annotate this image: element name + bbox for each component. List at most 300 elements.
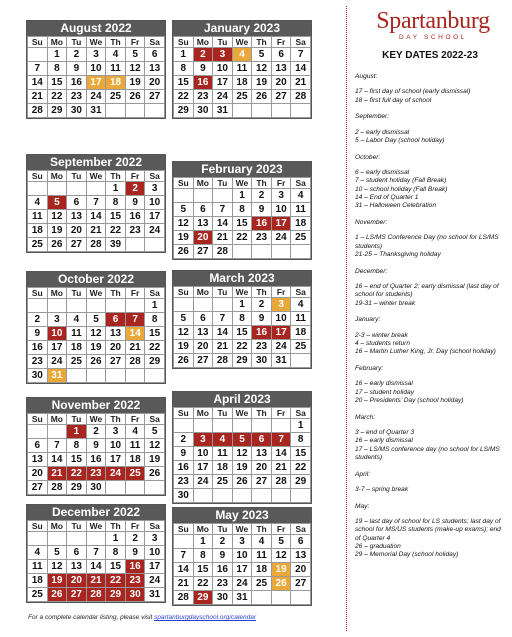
weekday-header: Su <box>28 288 48 299</box>
weekday-header: Su <box>174 178 194 189</box>
key-date-entry: 17 – LS/MS conference day (no school for LS/MS students) <box>355 445 500 461</box>
month-heading: February: <box>355 365 384 373</box>
day-cell: 29 <box>291 475 311 489</box>
weekday-header: Th <box>252 408 272 419</box>
key-date-entry: 19-31 – winter break <box>355 299 416 307</box>
day-cell: 25 <box>213 475 233 489</box>
key-dates-month <box>355 471 507 495</box>
key-date-entry: 17 – first day of school (early dismissal) <box>355 88 471 96</box>
day-cell: 13 <box>28 453 48 467</box>
weekday-header: Mo <box>193 524 213 535</box>
key-date-entry: 2 – early dismissal <box>355 128 410 136</box>
empty-cell <box>252 591 272 605</box>
day-cell: 29 <box>47 104 67 118</box>
empty-cell <box>28 182 48 196</box>
day-cell: 11 <box>28 210 48 224</box>
weekday-header: Fr <box>271 287 291 298</box>
empty-cell <box>28 532 48 546</box>
day-cell: 1 <box>232 189 252 203</box>
day-cell: 20 <box>291 563 311 577</box>
day-cell: 18 <box>125 453 145 467</box>
weekday-header: Fr <box>125 37 145 48</box>
day-cell: 13 <box>193 326 213 340</box>
empty-cell <box>252 489 272 503</box>
day-cell: 14 <box>213 217 233 231</box>
day-cell: 10 <box>271 312 291 326</box>
day-cell: 26 <box>86 355 106 369</box>
day-cell: 23 <box>252 231 272 245</box>
day-cell: 24 <box>232 577 252 591</box>
weekday-header: Fr <box>125 288 145 299</box>
day-cell: 27 <box>193 354 213 368</box>
day-cell: 2 <box>252 298 272 312</box>
day-cell: 11 <box>125 439 145 453</box>
day-cell: 16 <box>125 560 145 574</box>
day-cell: 7 <box>271 433 291 447</box>
day-cell: 23 <box>174 475 194 489</box>
month-title: December 2022 <box>27 505 165 520</box>
day-cell: 21 <box>291 76 311 90</box>
key-date-entry: 31 – Halloween Celebration <box>355 202 437 210</box>
day-cell: 25 <box>252 577 272 591</box>
day-cell: 21 <box>125 341 145 355</box>
month-calendar <box>172 161 312 260</box>
day-cell: 21 <box>271 461 291 475</box>
weekday-header: We <box>232 178 252 189</box>
key-date-entry: 29 – Memorial Day (school holiday) <box>355 551 459 559</box>
weekday-header: Th <box>106 288 126 299</box>
weekday-header: Su <box>28 521 48 532</box>
empty-cell <box>47 182 67 196</box>
day-cell: 29 <box>145 355 165 369</box>
day-cell: 8 <box>47 62 67 76</box>
day-cell: 7 <box>213 203 233 217</box>
day-cell: 10 <box>145 196 165 210</box>
day-cell: 27 <box>67 238 87 252</box>
day-cell: 24 <box>47 355 67 369</box>
key-dates-month <box>355 113 507 145</box>
empty-cell <box>47 425 67 439</box>
day-cell: 6 <box>291 535 311 549</box>
weekday-header: Sa <box>291 37 311 48</box>
day-cell: 11 <box>28 560 48 574</box>
day-cell: 4 <box>232 48 252 62</box>
empty-cell <box>271 419 291 433</box>
day-cell: 15 <box>232 326 252 340</box>
weekday-header: Sa <box>291 524 311 535</box>
weekday-header: Mo <box>47 171 67 182</box>
weekday-header: We <box>232 287 252 298</box>
empty-cell <box>145 238 165 252</box>
day-cell: 28 <box>271 475 291 489</box>
day-cell: 9 <box>125 546 145 560</box>
day-cell: 19 <box>145 453 165 467</box>
day-cell: 21 <box>174 577 194 591</box>
day-cell: 28 <box>213 245 233 259</box>
day-cell: 12 <box>232 447 252 461</box>
month-title: January 2023 <box>173 21 311 36</box>
weekday-header: Sa <box>291 178 311 189</box>
day-cell: 6 <box>106 313 126 327</box>
day-cell: 26 <box>125 90 145 104</box>
key-dates-month <box>355 316 507 356</box>
day-cell: 30 <box>86 481 106 495</box>
day-cell: 30 <box>67 104 87 118</box>
month-heading: March: <box>355 413 376 421</box>
calendar-link[interactable]: spartanburgdayschool.org/calendar <box>154 614 256 621</box>
empty-cell <box>67 299 87 313</box>
day-cell: 23 <box>193 90 213 104</box>
day-cell: 18 <box>106 76 126 90</box>
weekday-header: Su <box>28 414 48 425</box>
day-cell: 20 <box>145 76 165 90</box>
day-cell: 21 <box>213 340 233 354</box>
day-cell: 10 <box>271 203 291 217</box>
empty-cell <box>106 481 126 495</box>
day-cell: 8 <box>145 313 165 327</box>
day-cell: 3 <box>213 48 233 62</box>
day-cell: 22 <box>232 340 252 354</box>
day-cell: 14 <box>28 76 48 90</box>
day-cell: 3 <box>193 433 213 447</box>
month-heading: December: <box>355 267 388 275</box>
day-cell: 9 <box>213 549 233 563</box>
day-cell: 4 <box>28 546 48 560</box>
day-cell: 14 <box>125 327 145 341</box>
day-cell: 2 <box>193 48 213 62</box>
day-cell: 25 <box>291 340 311 354</box>
weekday-header: Th <box>252 287 272 298</box>
weekday-header: Tu <box>67 414 87 425</box>
weekday-header: Su <box>174 37 194 48</box>
day-cell: 30 <box>252 354 272 368</box>
day-cell: 25 <box>125 467 145 481</box>
weekday-header: Su <box>174 524 194 535</box>
weekday-header: Mo <box>47 521 67 532</box>
day-cell: 27 <box>67 588 87 602</box>
day-cell: 15 <box>291 447 311 461</box>
day-cell: 16 <box>28 341 48 355</box>
day-cell: 9 <box>252 203 272 217</box>
weekday-header: Fr <box>271 37 291 48</box>
key-date-entry: 14 – End of Quarter 1 <box>355 193 419 201</box>
day-cell: 16 <box>86 453 106 467</box>
day-cell: 24 <box>271 340 291 354</box>
day-cell: 10 <box>213 62 233 76</box>
day-cell: 18 <box>232 76 252 90</box>
empty-cell <box>125 238 145 252</box>
day-cell: 6 <box>193 312 213 326</box>
day-cell: 26 <box>47 238 67 252</box>
day-cell: 25 <box>106 90 126 104</box>
weekday-header: Mo <box>193 37 213 48</box>
day-cell: 3 <box>145 182 165 196</box>
empty-cell <box>232 489 252 503</box>
empty-cell <box>86 369 106 383</box>
weekday-header: Fr <box>271 178 291 189</box>
weekday-header: Sa <box>291 408 311 419</box>
footer-note <box>28 614 256 621</box>
day-cell: 5 <box>47 546 67 560</box>
day-cell: 21 <box>213 231 233 245</box>
day-cell: 29 <box>232 354 252 368</box>
day-cell: 16 <box>193 76 213 90</box>
day-cell: 17 <box>232 563 252 577</box>
day-cell: 17 <box>193 461 213 475</box>
day-cell: 7 <box>86 196 106 210</box>
month-heading: August: <box>355 73 378 80</box>
day-cell: 13 <box>271 62 291 76</box>
weekday-header: We <box>86 414 106 425</box>
day-cell: 30 <box>28 369 48 383</box>
key-dates-month <box>355 268 507 308</box>
month-calendar <box>26 154 166 253</box>
day-cell: 1 <box>291 419 311 433</box>
day-cell: 5 <box>174 312 194 326</box>
day-cell: 19 <box>47 224 67 238</box>
day-cell: 5 <box>86 313 106 327</box>
day-cell: 19 <box>47 574 67 588</box>
empty-cell <box>271 591 291 605</box>
day-cell: 12 <box>86 327 106 341</box>
month-heading: April: <box>355 470 371 478</box>
day-cell: 22 <box>106 574 126 588</box>
weekday-header: Tu <box>67 288 87 299</box>
day-cell: 20 <box>28 467 48 481</box>
day-cell: 15 <box>47 76 67 90</box>
month-title: April 2023 <box>173 392 311 407</box>
day-cell: 5 <box>125 48 145 62</box>
day-cell: 6 <box>28 439 48 453</box>
day-cell: 1 <box>106 532 126 546</box>
day-cell: 4 <box>291 298 311 312</box>
day-cell: 27 <box>271 90 291 104</box>
empty-cell <box>67 532 87 546</box>
weekday-header: Su <box>174 408 194 419</box>
day-cell: 13 <box>67 210 87 224</box>
weekday-header: Tu <box>213 37 233 48</box>
day-cell: 30 <box>213 591 233 605</box>
day-cell: 23 <box>86 467 106 481</box>
day-cell: 16 <box>67 76 87 90</box>
month-title: August 2022 <box>27 21 165 36</box>
day-cell: 4 <box>125 425 145 439</box>
day-cell: 25 <box>232 90 252 104</box>
day-cell: 23 <box>213 577 233 591</box>
key-date-entry: 6 – early dismissal <box>355 169 410 177</box>
day-cell: 16 <box>125 210 145 224</box>
day-cell: 31 <box>213 104 233 118</box>
empty-cell <box>86 182 106 196</box>
empty-cell <box>291 489 311 503</box>
day-cell: 5 <box>47 196 67 210</box>
empty-cell <box>291 104 311 118</box>
key-dates-title: KEY DATES 2022-23 <box>382 50 478 61</box>
day-cell: 8 <box>106 196 126 210</box>
empty-cell <box>193 419 213 433</box>
empty-cell <box>145 104 165 118</box>
empty-cell <box>106 299 126 313</box>
day-cell: 13 <box>291 549 311 563</box>
day-cell: 1 <box>174 48 194 62</box>
day-cell: 24 <box>193 475 213 489</box>
day-cell: 9 <box>174 447 194 461</box>
day-cell: 4 <box>291 189 311 203</box>
key-date-entry: 16 – early dismissal <box>355 380 413 388</box>
day-cell: 24 <box>145 224 165 238</box>
month-title: February 2023 <box>173 162 311 177</box>
day-cell: 12 <box>47 210 67 224</box>
day-cell: 28 <box>213 354 233 368</box>
month-calendar <box>26 504 166 603</box>
empty-cell <box>271 245 291 259</box>
day-cell: 29 <box>193 591 213 605</box>
key-date-entry: 4 – students return <box>355 340 410 348</box>
day-cell: 31 <box>86 104 106 118</box>
day-cell: 30 <box>174 489 194 503</box>
day-cell: 17 <box>106 453 126 467</box>
day-cell: 25 <box>67 355 87 369</box>
day-cell: 15 <box>174 76 194 90</box>
day-cell: 24 <box>271 231 291 245</box>
day-cell: 23 <box>28 355 48 369</box>
day-cell: 31 <box>271 354 291 368</box>
day-cell: 8 <box>291 433 311 447</box>
day-cell: 8 <box>193 549 213 563</box>
day-cell: 12 <box>125 62 145 76</box>
day-cell: 20 <box>193 231 213 245</box>
weekday-header: We <box>232 524 252 535</box>
school-logo <box>368 8 498 42</box>
day-cell: 19 <box>174 340 194 354</box>
empty-cell <box>193 489 213 503</box>
empty-cell <box>174 535 194 549</box>
day-cell: 15 <box>193 563 213 577</box>
day-cell: 28 <box>174 591 194 605</box>
weekday-header: Tu <box>67 171 87 182</box>
day-cell: 18 <box>252 563 272 577</box>
day-cell: 17 <box>271 217 291 231</box>
weekday-header: Mo <box>47 288 67 299</box>
day-cell: 13 <box>106 327 126 341</box>
day-cell: 13 <box>67 560 87 574</box>
day-cell: 16 <box>213 563 233 577</box>
empty-cell <box>86 532 106 546</box>
day-cell: 20 <box>106 341 126 355</box>
day-cell: 28 <box>86 238 106 252</box>
day-cell: 15 <box>106 210 126 224</box>
empty-cell <box>47 532 67 546</box>
day-cell: 24 <box>213 90 233 104</box>
day-cell: 23 <box>125 224 145 238</box>
key-date-entry: 17 – student holiday <box>355 388 415 396</box>
empty-cell <box>291 354 311 368</box>
day-cell: 21 <box>86 224 106 238</box>
weekday-header: Th <box>252 178 272 189</box>
day-cell: 11 <box>291 312 311 326</box>
logo-subtitle: DAY SCHOOL <box>398 34 468 41</box>
day-cell: 10 <box>106 439 126 453</box>
day-cell: 12 <box>252 62 272 76</box>
day-cell: 27 <box>193 245 213 259</box>
day-cell: 7 <box>86 546 106 560</box>
day-cell: 20 <box>67 224 87 238</box>
day-cell: 4 <box>213 433 233 447</box>
day-cell: 6 <box>67 196 87 210</box>
day-cell: 24 <box>106 467 126 481</box>
day-cell: 9 <box>252 312 272 326</box>
day-cell: 12 <box>271 549 291 563</box>
key-date-entry: 18 – first full day of school <box>355 96 432 104</box>
day-cell: 28 <box>47 481 67 495</box>
month-calendar <box>172 391 312 504</box>
day-cell: 10 <box>86 62 106 76</box>
month-calendar <box>172 507 312 606</box>
day-cell: 23 <box>67 90 87 104</box>
day-cell: 10 <box>145 546 165 560</box>
day-cell: 39 <box>106 238 126 252</box>
day-cell: 2 <box>213 535 233 549</box>
key-date-entry: 21-25 – Thanksgiving holiday <box>355 250 441 258</box>
day-cell: 17 <box>271 326 291 340</box>
weekday-header: We <box>232 37 252 48</box>
day-cell: 23 <box>125 574 145 588</box>
day-cell: 15 <box>67 453 87 467</box>
weekday-header: We <box>86 288 106 299</box>
weekday-header: Th <box>106 521 126 532</box>
day-cell: 9 <box>193 62 213 76</box>
key-dates-month <box>355 73 507 105</box>
day-cell: 10 <box>232 549 252 563</box>
empty-cell <box>145 369 165 383</box>
empty-cell <box>193 189 213 203</box>
empty-cell <box>174 189 194 203</box>
day-cell: 21 <box>47 467 67 481</box>
month-heading: November: <box>355 219 388 227</box>
day-cell: 20 <box>271 76 291 90</box>
day-cell: 20 <box>67 574 87 588</box>
day-cell: 7 <box>174 549 194 563</box>
day-cell: 17 <box>145 210 165 224</box>
month-calendar <box>26 20 166 119</box>
weekday-header: Fr <box>271 524 291 535</box>
day-cell: 22 <box>47 90 67 104</box>
day-cell: 2 <box>125 182 145 196</box>
day-cell: 28 <box>86 588 106 602</box>
day-cell: 1 <box>47 48 67 62</box>
weekday-header: Th <box>106 37 126 48</box>
key-dates-list <box>355 73 507 568</box>
empty-cell <box>232 245 252 259</box>
key-date-entry: 5 – Labor Day (school holiday) <box>355 136 445 144</box>
empty-cell <box>28 425 48 439</box>
empty-cell <box>252 419 272 433</box>
day-cell: 2 <box>125 532 145 546</box>
month-title: October 2022 <box>27 272 165 287</box>
weekday-header: Th <box>252 524 272 535</box>
day-cell: 2 <box>28 313 48 327</box>
day-cell: 10 <box>47 327 67 341</box>
day-cell: 26 <box>271 577 291 591</box>
day-cell: 18 <box>291 326 311 340</box>
day-cell: 30 <box>193 104 213 118</box>
empty-cell <box>213 298 233 312</box>
day-cell: 3 <box>271 189 291 203</box>
day-cell: 12 <box>174 217 194 231</box>
day-cell: 16 <box>252 326 272 340</box>
day-cell: 2 <box>67 48 87 62</box>
day-cell: 14 <box>174 563 194 577</box>
